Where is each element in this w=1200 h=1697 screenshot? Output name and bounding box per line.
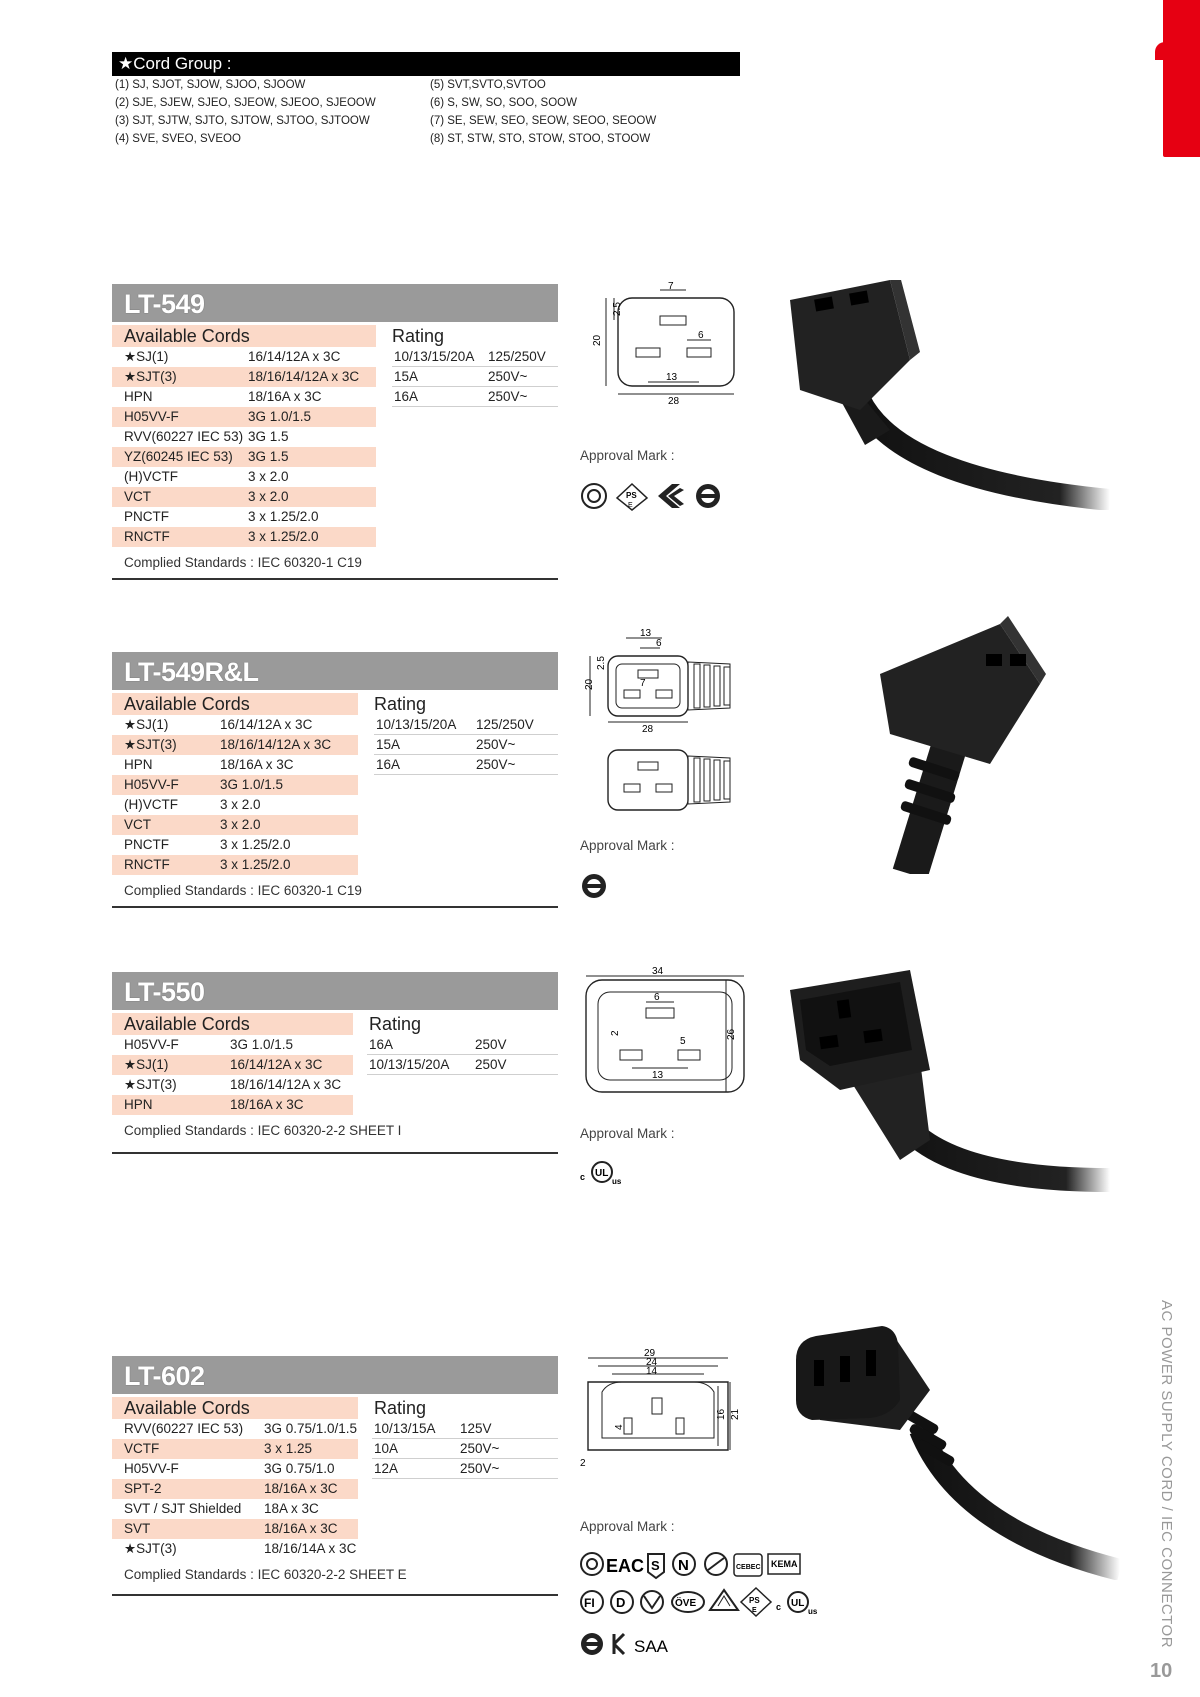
divider (112, 1594, 558, 1596)
dimension-label: 26 (726, 1028, 737, 1040)
rating-table (358, 1397, 558, 1559)
dimension-label: 13 (666, 372, 678, 383)
available-cords-table (112, 693, 358, 875)
complied-standards: Complied Standards : IEC 60320-2-2 SHEET E (124, 1567, 407, 1582)
dimension-label: 14 (646, 1366, 658, 1377)
svg-text:c: c (580, 1172, 586, 1182)
complied-standards: Complied Standards : IEC 60320-1 C19 (124, 555, 362, 570)
dimension-label: 2 (580, 1458, 586, 1469)
rating-row: 16A 250V (367, 1035, 558, 1055)
svg-text:us: us (612, 1177, 622, 1186)
product-photo-lt-549rl (850, 614, 1050, 874)
dimension-label: 34 (652, 966, 664, 977)
available-cords-header: Available Cords (112, 693, 358, 715)
complied-standards: Complied Standards : IEC 60320-2-2 SHEET I (124, 1123, 402, 1138)
cord-group-item: (7) SE, SEW, SEO, SEOW, SEOO, SEOOW (430, 115, 657, 127)
rating-row: 10/13/15/20A 250V (367, 1055, 558, 1075)
approval-mark-label: Approval Mark : (580, 1126, 675, 1141)
cord-row: VCTF 3 x 1.25 (112, 1439, 358, 1459)
star-icon: ★ (118, 54, 134, 73)
cord-row: H05VV-F 3G 0.75/1.0 (124, 1461, 335, 1476)
cord-row: ★SJ(1) 16/14/12A x 3C (112, 1055, 353, 1075)
svg-text:UL: UL (595, 1168, 609, 1179)
rating-header: Rating (374, 1398, 427, 1418)
vde-mark-icon (710, 1590, 738, 1610)
approval-marks-lt-549 (580, 480, 730, 512)
cord-row: ★SJT(3) 18/16/14/12A x 3C (112, 367, 376, 387)
svg-text:PS: PS (626, 491, 637, 500)
cord-row: HPN 18/16A x 3C (124, 757, 294, 772)
cord-row: ★SJ(1) 16/14/12A x 3C (124, 349, 341, 364)
rating-table (358, 693, 558, 875)
cord-group-item: (4) SVE, SVEO, SVEOO (115, 133, 241, 145)
s-mark-icon (648, 1554, 664, 1578)
svg-text:FI: FI (584, 1596, 595, 1610)
svg-text:c: c (776, 1602, 782, 1612)
dimension-label: 16 (716, 1408, 727, 1420)
cord-group-item: (1) SJ, SJOT, SJOW, SJOO, SJOOW (115, 79, 306, 91)
cord-row: HPN 18/16A x 3C (112, 1095, 353, 1115)
svg-text:CEBEC: CEBEC (736, 1564, 761, 1571)
gost-mark-icon (696, 484, 720, 508)
rating-row: 12A 250V~ (372, 1459, 558, 1479)
dimension-label: 6 (654, 992, 660, 1003)
cord-row: PNCTF 3 x 1.25/2.0 (124, 509, 319, 524)
product-lt-549 (112, 284, 558, 580)
svg-text:KEMA: KEMA (771, 1559, 798, 1569)
available-cords-header: Available Cords (112, 1013, 353, 1035)
product-photo-lt-550 (780, 960, 1140, 1200)
dimension-drawing-lt-549rl (580, 628, 785, 828)
dimension-label: 24 (646, 1357, 658, 1368)
dimension-drawing-lt-602 (578, 1346, 743, 1481)
divider (112, 1152, 558, 1154)
dimension-drawing-lt-550 (580, 964, 750, 1104)
rating-header: Rating (374, 694, 427, 714)
product-title: LT-550 (112, 972, 558, 1010)
rating-header: Rating (369, 1014, 422, 1034)
product-photo-lt-602 (790, 1320, 1150, 1580)
dimension-label: 21 (730, 1408, 741, 1420)
approval-mark-label: Approval Mark : (580, 838, 675, 853)
cul-us-mark-icon (776, 1592, 818, 1616)
cord-group-item: (2) SJE, SJEW, SJEO, SJEOW, SJEOO, SJEOOW (115, 97, 376, 109)
cord-row: RNCTF 3 x 1.25/2.0 (112, 855, 358, 875)
product-title: LT-549R&L (112, 652, 558, 690)
gost-mark-icon (582, 874, 606, 898)
svg-text:UL: UL (791, 1598, 805, 1609)
cord-group-list-right (430, 76, 656, 148)
approval-marks-lt-550 (578, 1158, 628, 1188)
ove-mark-icon (672, 1592, 704, 1612)
cord-group-item: (8) ST, STW, STO, STOW, STOO, STOOW (430, 133, 651, 145)
available-cords-table (112, 1013, 353, 1115)
dimension-label: 7 (668, 282, 674, 292)
imq-mark-icon (641, 1591, 663, 1613)
product-title: LT-549 (112, 284, 558, 322)
rating-table (353, 1013, 558, 1115)
svg-text:S: S (651, 1558, 660, 1573)
svg-text:E: E (628, 502, 633, 509)
dimension-label: 28 (642, 724, 654, 735)
svg-text:E: E (752, 1607, 757, 1614)
cord-row: RVV(60227 IEC 53) 3G 1.5 (124, 429, 289, 444)
rating-row: 10/13/15A 125V (372, 1419, 558, 1439)
ccc-mark-icon (582, 484, 606, 508)
cord-row: ★SJ(1) 16/14/12A x 3C (124, 717, 313, 732)
product-photo-lt-549 (780, 280, 1140, 510)
available-cords-table (112, 325, 376, 547)
svg-text:PS: PS (749, 1596, 760, 1605)
dimension-drawing-lt-549 (588, 282, 748, 417)
rating-row: 10/13/15/20A 125/250V (374, 715, 558, 735)
cord-row: H05VV-F 3G 1.0/1.5 (112, 775, 358, 795)
fimko-mark-icon (581, 1591, 603, 1613)
cord-group-title: Cord Group : (133, 54, 232, 73)
dimension-label: 7 (640, 678, 646, 689)
cul-us-mark-icon (580, 1162, 622, 1186)
svg-text:ÖVE: ÖVE (675, 1598, 697, 1609)
product-lt-549rl (112, 652, 558, 908)
dimension-label: 6 (656, 638, 662, 649)
rating-header: Rating (392, 326, 445, 346)
divider (112, 578, 558, 580)
dimension-label: 20 (592, 334, 603, 346)
rating-row: 10A 250V~ (372, 1439, 558, 1459)
cord-row: (H)VCTF 3 x 2.0 (124, 469, 289, 484)
cord-row: VCT 3 x 2.0 (112, 487, 376, 507)
rating-row: 15A 250V~ (392, 367, 558, 387)
dimension-label: 5 (680, 1036, 686, 1047)
dimension-label: 4 (614, 1424, 625, 1430)
demko-mark-icon (611, 1591, 633, 1613)
product-lt-602 (112, 1356, 558, 1596)
dimension-label: 13 (640, 628, 652, 639)
nemko-mark-icon (673, 1553, 695, 1575)
gost-mark-icon (581, 1633, 603, 1655)
divider (112, 906, 558, 908)
cord-group-item: (3) SJT, SJTW, SJTO, SJTOW, SJTOO, SJTOOW (115, 115, 370, 127)
svg-text:us: us (808, 1607, 818, 1616)
cord-row: HPN 18/16A x 3C (124, 389, 322, 404)
svg-text:D: D (616, 1595, 626, 1610)
dimension-label: 20 (584, 678, 595, 690)
cord-row: PNCTF 3 x 1.25/2.0 (124, 837, 291, 852)
side-section-label: AC POWER SUPPLY CORD / IEC CONNECTOR (1158, 1300, 1175, 1649)
cord-row: ★SJT(3) 18/16/14/12A x 3C (112, 735, 358, 755)
cord-group-header (112, 52, 740, 76)
dimension-label: 28 (668, 396, 680, 407)
pse-mark-icon (617, 484, 647, 510)
eac-mark-icon: EAC (606, 1556, 645, 1576)
cord-row: ★SJT(3) 18/16/14/12A x 3C (124, 1077, 342, 1092)
cord-row: (H)VCTF 3 x 2.0 (124, 797, 261, 812)
cord-row: YZ(60245 IEC 53) 3G 1.5 (112, 447, 376, 467)
cord-row: RVV(60227 IEC 53) 3G 0.75/1.0/1.5 (124, 1421, 358, 1436)
cord-group-item: (6) S, SW, SO, SOO, SOOW (430, 97, 577, 109)
dimension-label: 6 (698, 330, 704, 341)
approval-mark-label: Approval Mark : (580, 448, 675, 463)
dimension-label: 2.5 (612, 302, 623, 316)
page-number: 10 (1150, 1660, 1173, 1682)
saa-mark: SAA (634, 1637, 669, 1656)
cord-row: VCT 3 x 2.0 (112, 815, 358, 835)
cord-row: SPT-2 18/16A x 3C (112, 1479, 358, 1499)
rating-row: 10/13/15/20A 125/250V (392, 347, 558, 367)
rating-row: 16A 250V~ (374, 755, 558, 775)
dimension-label: 2.5 (596, 656, 607, 670)
cord-row: SVT 18/16A x 3C (112, 1519, 358, 1539)
cord-row: SVT / SJT Shielded 18A x 3C (124, 1501, 319, 1516)
complied-standards: Complied Standards : IEC 60320-1 C19 (124, 883, 362, 898)
available-cords-table (112, 1397, 358, 1559)
product-title: LT-602 (112, 1356, 558, 1394)
cord-group-item: (5) SVT,SVTO,SVTOO (430, 79, 546, 91)
cebec-mark-icon (734, 1554, 762, 1576)
rating-table (376, 325, 558, 547)
svg-text:N: N (678, 1557, 689, 1574)
dimension-label: 29 (644, 1348, 656, 1359)
kc-mark-icon (614, 1634, 624, 1654)
semko-mark-icon (705, 1553, 727, 1575)
dimension-label: 2 (610, 1030, 621, 1036)
chinese-mark-icon (658, 484, 684, 508)
approval-mark-label: Approval Mark : (580, 1519, 675, 1534)
available-cords-header: Available Cords (112, 1397, 358, 1419)
ccc-mark-icon (581, 1553, 603, 1575)
pse-mark-icon (741, 1588, 771, 1616)
rating-row: 15A 250V~ (374, 735, 558, 755)
approval-marks-lt-549rl (580, 870, 612, 902)
product-lt-550 (112, 972, 558, 1154)
cord-row: H05VV-F 3G 1.0/1.5 (124, 1037, 294, 1052)
corner-tab (1163, 0, 1200, 157)
cord-row: H05VV-F 3G 1.0/1.5 (112, 407, 376, 427)
cord-group-list-left (115, 76, 376, 148)
cord-row: RNCTF 3 x 1.25/2.0 (112, 527, 376, 547)
dimension-label: 13 (652, 1070, 664, 1081)
available-cords-header: Available Cords (112, 325, 376, 347)
rating-row: 16A 250V~ (392, 387, 558, 407)
cord-row: ★SJT(3) 18/16/14A x 3C (124, 1541, 357, 1556)
